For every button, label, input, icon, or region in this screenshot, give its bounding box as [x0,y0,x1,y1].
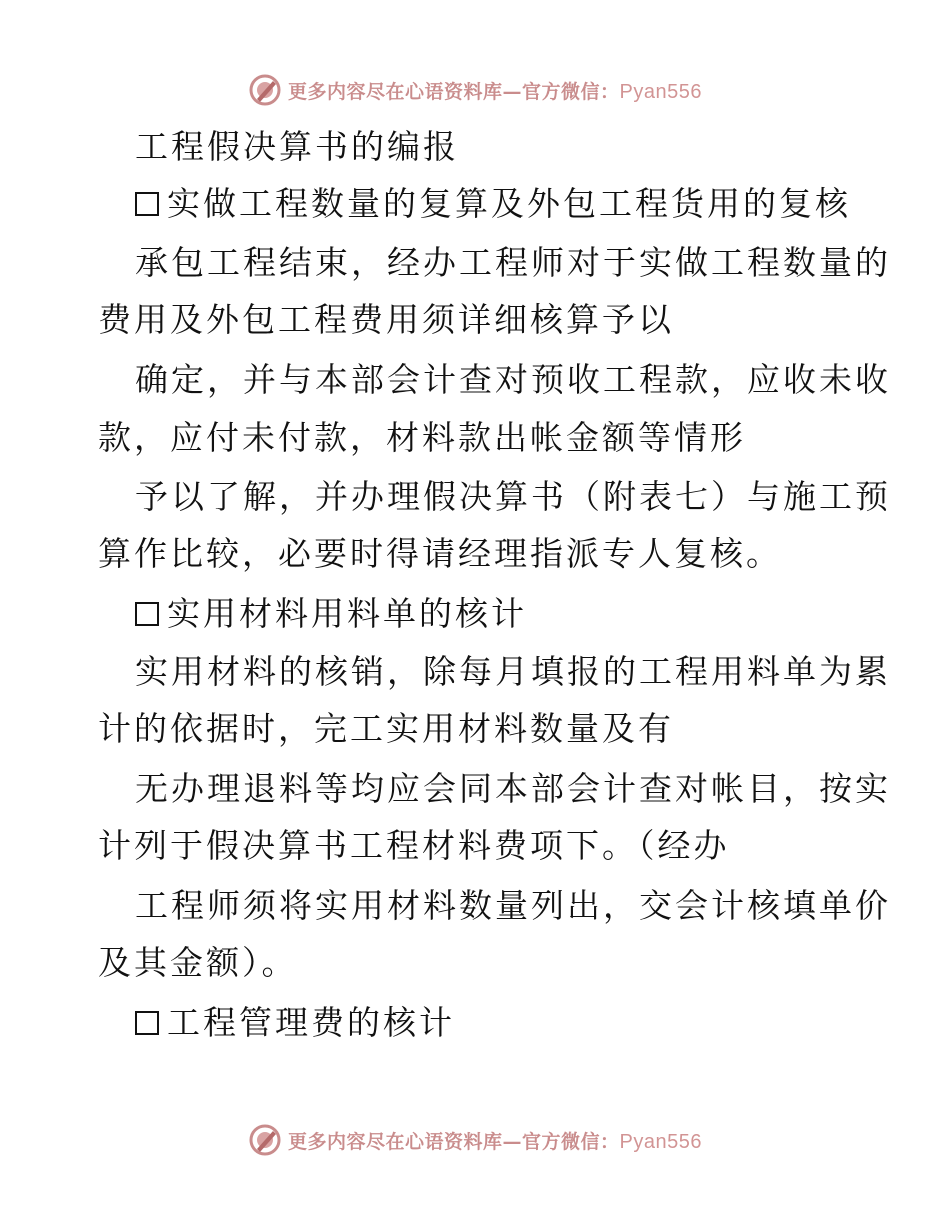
subsection-heading [135,1003,455,1043]
paragraph-line: 及其金额）。 [98,943,298,982]
paragraph-line: 计列于假决算书工程材料费项下。（经办 [98,826,730,865]
paragraph-line: 算作比较，必要时得请经理指派专人复核。 [98,534,782,573]
pen-logo-icon [248,73,282,107]
section-title: 工程假决算书的编报 [135,127,459,166]
paragraph-line: 费用及外包工程费用须详细核算予以 [98,300,674,339]
subsection-heading-text: 实做工程数量的复算及外包工程货用的复核 [167,184,851,223]
paragraph-line: 款，应付未付款，材料款出帐金额等情形 [98,418,746,457]
subsection-heading [135,184,851,224]
watermark-header [0,70,950,110]
paragraph-line: 计的依据时，完工实用材料数量及有 [98,709,674,748]
watermark-wechat-id: Pyan556 [619,1130,702,1153]
paragraph-line: 工程师须将实用材料数量列出，交会计核填单价 [135,886,891,925]
paragraph-line: 实用材料的核销，除每月填报的工程用料单为累 [135,652,891,691]
subsection-heading [135,594,527,634]
watermark-text: 更多内容尽在心语资料库—官方微信：Pyan556 [288,80,702,103]
subsection-heading-text: 工程管理费的核计 [167,1003,455,1042]
paragraph-line: 确定，并与本部会计查对预收工程款，应收未收 [135,360,891,399]
paragraph-line: 予以了解，并办理假决算书（附表七）与施工预 [135,477,891,516]
watermark-text: 更多内容尽在心语资料库—官方微信：Pyan556 [288,1130,702,1153]
subsection-heading-text: 实用材料用料单的核计 [167,594,527,633]
paragraph-line: 无办理退料等均应会同本部会计查对帐目，按实 [135,769,891,808]
watermark-wechat-id: Pyan556 [619,80,702,103]
watermark-footer [0,1120,950,1160]
checkbox-square-icon [135,1011,159,1035]
paragraph-line: 承包工程结束，经办工程师对于实做工程数量的 [135,243,891,282]
checkbox-square-icon [135,602,159,626]
checkbox-square-icon [135,192,159,216]
pen-logo-icon [248,1123,282,1157]
